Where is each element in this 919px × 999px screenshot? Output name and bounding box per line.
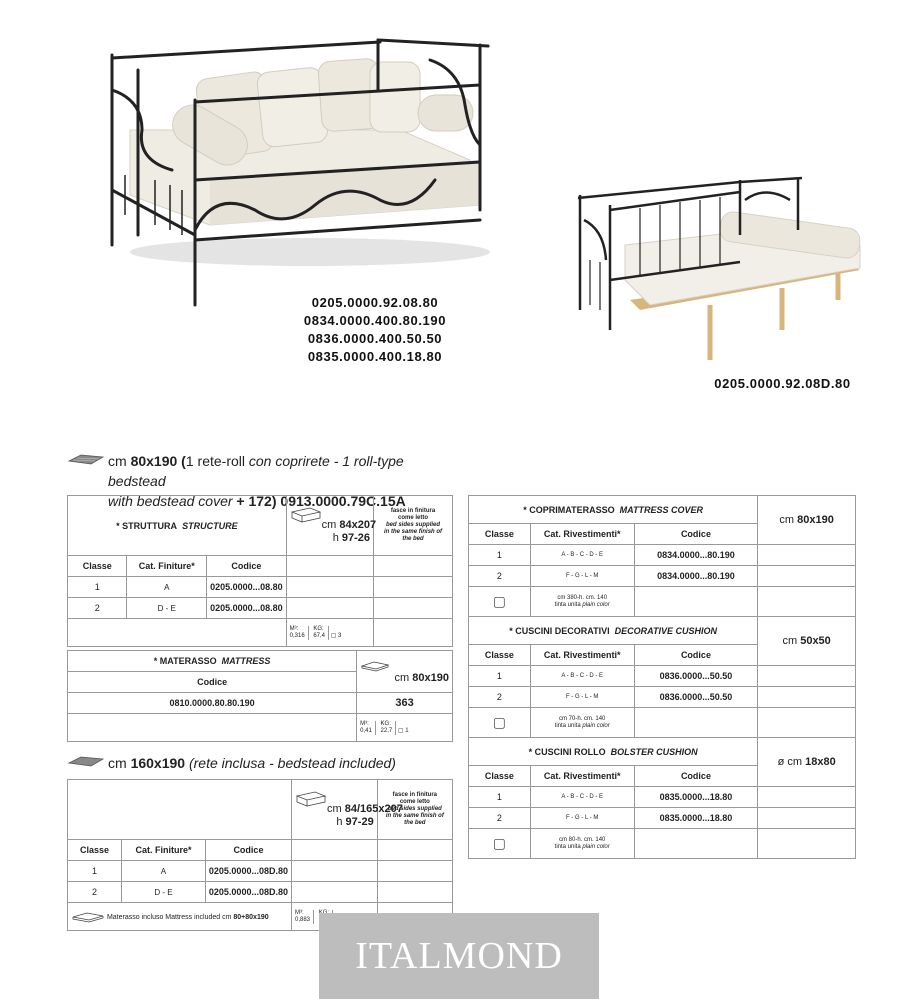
- mattress-dimensions: cm 80x190: [357, 651, 453, 693]
- col-header: Codice: [205, 840, 291, 861]
- table-row: 2 F - G - L - M 0835.0000...18.80: [469, 808, 856, 829]
- accessories-table: * COPRIMATERASSO MATTRESS COVER cm 80x190 Classe Cat. Rivestimenti* Codice 1 A - B - C - D - E 0834.0000...80.190 2 F - G - L - M 0834.0000...80.190 ▢ cm 380-h. cm. 140 tinta unita plain color * CUSCINI DECORATIVI DECORATIVE CUSHION cm 50x50 Classe Cat. Rivestimenti* Codice 1 A - B - C - D - E 0836.0000...50.50 2 F - G - L - M 0836.0000...50.50 ▢ cm 70-h. cm. 140 tinta unita plain color * CUSCINI ROLLO BOLSTER CUSHION ø cm 18x80 Classe Cat. Rivestimenti* Codice 1 A - B - C - D - E 0835.0000...18.80 2 F - G - L - M 0835.0000...18.80 ▢ cm 80-h. cm. 140 tinta unita plain color: [468, 495, 856, 859]
- brand-logo: ITALMOND: [319, 913, 599, 999]
- product-code: 0836.0000.400.50.50: [307, 331, 443, 346]
- mattress-cover-dimensions: cm 80x190: [758, 496, 856, 545]
- table-row: 2 D - E 0205.0000...08D.80: [68, 882, 453, 903]
- packaging-row: Materasso incluso Mattress included cm 80+80x190 M³: 0,883: [68, 903, 453, 931]
- table-row: 1 A - B - C - D - E 0836.0000...50.50: [469, 666, 856, 687]
- finish-note: fasce in finitura come letto bed sides supplied in the same finish of the bed: [374, 496, 453, 556]
- structure-table: [67, 495, 453, 647]
- heading-80x190: cm 80x190 (1 rete-roll con coprirete - 1 roll-type bedstead with bedstead cover + 172) 0913.0000.79C.15A: [108, 453, 406, 509]
- product-code: 0835.0000.400.18.80: [307, 349, 443, 364]
- col-header: Classe: [68, 556, 127, 577]
- package-icon: ▢ 1: [397, 727, 409, 734]
- mattress-table: [67, 650, 453, 742]
- mattress-icon: [71, 911, 105, 923]
- col-header: Cat. Finiture*: [122, 840, 206, 861]
- table-row: 1 A 0205.0000...08D.80: [68, 861, 453, 882]
- structure-table-160: [67, 779, 453, 931]
- table-row: 2 F - G - L - M 0836.0000...50.50: [469, 687, 856, 708]
- mattress-icon: [360, 660, 390, 672]
- bolster-cushion-title: * CUSCINI ROLLO BOLSTER CUSHION: [469, 738, 758, 766]
- decorative-cushion-title: * CUSCINI DECORATIVI DECORATIVE CUSHION: [469, 617, 758, 645]
- product-code-right: 0205.0000.92.08D.80: [714, 376, 851, 391]
- decorative-cushion-dimensions: cm 50x50: [758, 617, 856, 666]
- box-icon: [290, 506, 322, 524]
- daybed-image: [100, 30, 500, 310]
- finish-note: fasce in finitura come letto bed sides supplied in the same finish of the bed: [377, 780, 452, 840]
- table-row: 1 A - B - C - D - E 0834.0000...80.190: [469, 545, 856, 566]
- table-row: 0810.0000.80.80.190 363: [68, 693, 453, 714]
- packaging-row: M³: 0,316 KG: 67,4 ▢ 3: [68, 619, 453, 647]
- product-codes-left: [290, 294, 460, 366]
- col-header: Classe: [68, 840, 122, 861]
- col-header: Codice: [207, 556, 287, 577]
- structure-dimensions: cm 84/165x207 h 97-29: [292, 780, 378, 840]
- fabric-icon: ▢: [492, 593, 506, 609]
- structure-dimensions: cm 84x207 h 97-26: [286, 496, 373, 556]
- col-header: Cat. Finiture*: [127, 556, 207, 577]
- packaging-row: M³: 0,41 KG: 22,7 ▢ 1: [68, 714, 453, 742]
- mattress-cover-title: * COPRIMATERASSO MATTRESS COVER: [469, 496, 758, 524]
- structure-title: * STRUTTURA STRUCTURE: [68, 496, 287, 556]
- box-icon: [295, 790, 327, 808]
- bolster-cushion-dimensions: ø cm 18x80: [758, 738, 856, 787]
- fabric-icon: ▢: [492, 714, 506, 730]
- col-header: Codice: [68, 672, 357, 693]
- mattress-title: * MATERASSO MATTRESS: [68, 651, 357, 672]
- table-row: 1 A - B - C - D - E 0835.0000...18.80: [469, 787, 856, 808]
- bedstead-icon: [67, 755, 105, 769]
- heading-160x190: cm 160x190 (rete inclusa - bedstead included): [108, 755, 396, 771]
- table-row: 2 F - G - L - M 0834.0000...80.190: [469, 566, 856, 587]
- table-row: 2 D - E 0205.0000...08.80: [68, 598, 453, 619]
- package-icon: ▢ 3: [330, 632, 342, 639]
- product-code: 0834.0000.400.80.190: [303, 313, 447, 328]
- product-code: 0205.0000.92.08.80: [311, 295, 439, 310]
- fabric-icon: ▢: [492, 835, 506, 851]
- table-row: 1 A 0205.0000...08.80: [68, 577, 453, 598]
- bedstead-icon: [67, 453, 105, 467]
- trundle-bed-image: [570, 170, 870, 370]
